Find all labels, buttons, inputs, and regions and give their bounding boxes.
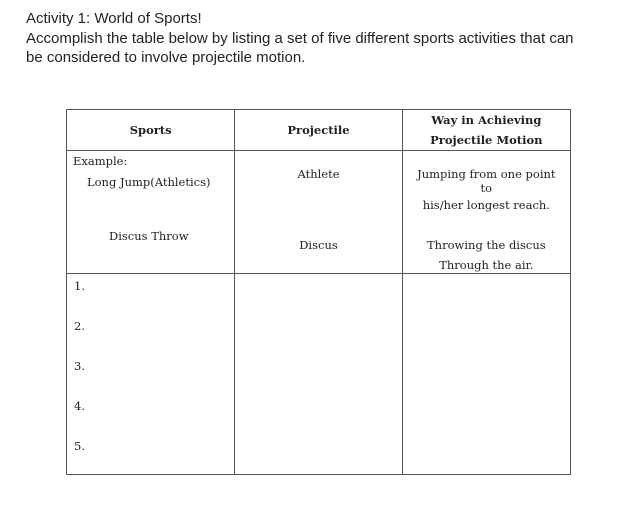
example-sport-1: Long Jump(Athletics) — [87, 175, 211, 189]
instruction-line-1: Accomplish the table below by listing a set of five different sports activities that can — [26, 29, 574, 47]
example-row — [67, 151, 571, 274]
activity-title: Activity 1: World of Sports! — [26, 10, 202, 27]
example-way-2-line-1: Throwing the discus — [427, 238, 546, 252]
activity-instructions — [26, 9, 611, 68]
answer-sports-cell[interactable] — [67, 274, 235, 475]
example-way-1-line-2: to — [480, 181, 493, 195]
table-header-row — [67, 110, 571, 151]
example-sports-cell — [67, 151, 235, 274]
example-label: Example: — [73, 154, 128, 168]
list-item-number: 3. — [74, 359, 85, 373]
example-way-2-line-2: Through the air. — [439, 258, 534, 272]
header-way-line-2: Projectile Motion — [430, 133, 543, 147]
header-projectile-label: Projectile — [287, 123, 350, 137]
example-projectile-2: Discus — [299, 238, 338, 252]
header-sports — [67, 110, 235, 151]
list-item-number: 5. — [74, 439, 85, 453]
example-sport-2: Discus Throw — [109, 229, 189, 243]
header-way-line-1: Way in Achieving — [431, 113, 542, 127]
example-way-1-line-1: Jumping from one point — [417, 167, 556, 181]
example-way-1-line-3: his/her longest reach. — [422, 198, 550, 212]
list-item-number: 4. — [74, 399, 85, 413]
list-item-number: 2. — [74, 319, 85, 333]
example-projectile-1: Athlete — [297, 167, 340, 181]
header-projectile — [235, 110, 402, 151]
answer-projectile-cell[interactable] — [235, 274, 402, 475]
answer-way-cell[interactable] — [402, 274, 570, 475]
list-item-number: 1. — [74, 279, 85, 293]
sports-projectile-table — [66, 109, 571, 475]
answer-row — [67, 274, 571, 475]
example-projectile-cell — [235, 151, 402, 274]
instruction-line-2: be considered to involve projectile motion. — [26, 49, 306, 66]
header-sports-label: Sports — [129, 123, 172, 137]
header-way — [402, 110, 570, 151]
example-way-cell — [402, 151, 570, 274]
